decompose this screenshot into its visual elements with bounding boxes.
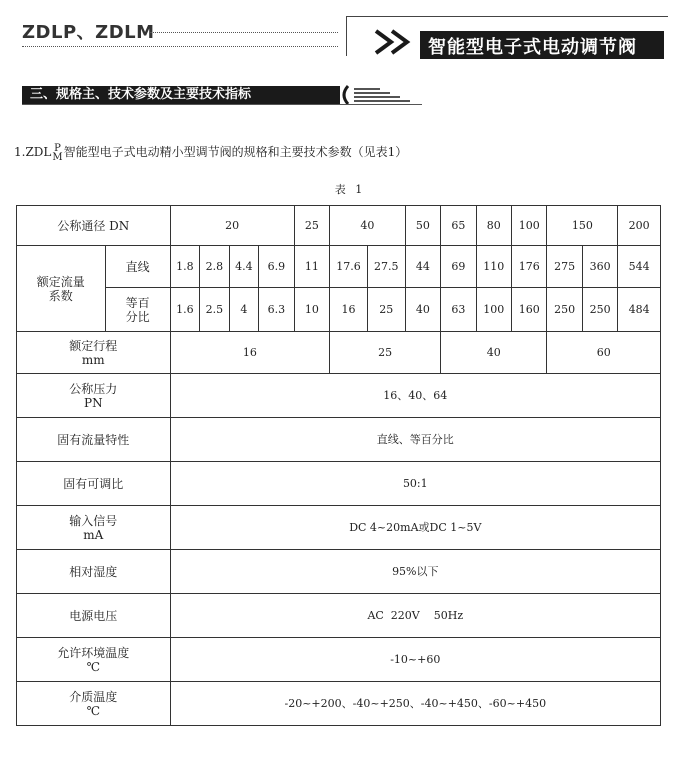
pressure-label-line1: 公称压力 <box>69 381 118 396</box>
equal-pct-cell: 2.5 <box>200 288 230 332</box>
dn-cell: 100 <box>512 206 547 246</box>
table-row <box>17 506 661 550</box>
pressure-label-line2: PN <box>84 395 103 410</box>
ambient-label-line1: 允许环境温度 <box>57 645 130 660</box>
power-value: AC 220V 50Hz <box>170 594 660 638</box>
linear-cell: 544 <box>618 246 661 288</box>
equal-pct-cell: 40 <box>405 288 440 332</box>
dn-label: 公称通径 DN <box>17 206 171 246</box>
double-chevron-icon <box>372 28 420 56</box>
linear-cell: 44 <box>405 246 440 288</box>
medium-label <box>17 682 171 726</box>
flow-coef-line1: 额定流量 <box>36 274 85 289</box>
intro-text <box>14 143 407 162</box>
stroke-label-line1: 额定行程 <box>69 338 118 353</box>
subscript-bottom: M <box>52 151 63 163</box>
table-caption: 表 1 <box>334 183 366 196</box>
equal-pct-cell: 10 <box>294 288 329 332</box>
stroke-cell: 25 <box>330 332 441 374</box>
ambient-label-line2: ℃ <box>86 659 101 674</box>
stroke-label-line2: mm <box>81 352 105 367</box>
equal-pct-cell: 63 <box>441 288 476 332</box>
table-row <box>17 594 661 638</box>
spec-table <box>16 205 661 726</box>
input-value: DC 4~20mA或DC 1~5V <box>170 506 660 550</box>
equal-pct-line1: 等百 <box>125 295 150 310</box>
flow-coef-line2: 系数 <box>48 288 73 303</box>
model-heading: ZDLP、ZDLM <box>22 22 155 43</box>
equal-pct-cell: 250 <box>582 288 617 332</box>
dn-cell: 20 <box>170 206 294 246</box>
input-label <box>17 506 171 550</box>
linear-cell: 27.5 <box>367 246 405 288</box>
stroke-cell: 40 <box>441 332 547 374</box>
flow-coef-label <box>17 246 106 332</box>
dn-cell: 150 <box>547 206 618 246</box>
pressure-value: 16、40、64 <box>170 374 660 418</box>
medium-label-line2: ℃ <box>86 703 101 718</box>
stroke-cell: 16 <box>170 332 329 374</box>
table-row <box>17 288 661 332</box>
pressure-label <box>17 374 171 418</box>
flow-char-label: 固有流量特性 <box>17 418 171 462</box>
linear-cell: 1.8 <box>170 246 200 288</box>
linear-label: 直线 <box>105 246 170 288</box>
table-row <box>17 332 661 374</box>
page-title: 智能型电子式电动调节阀 <box>428 37 637 58</box>
linear-cell: 2.8 <box>200 246 230 288</box>
table-row <box>17 246 661 288</box>
linear-cell: 110 <box>476 246 511 288</box>
equal-pct-cell: 25 <box>367 288 405 332</box>
equal-pct-cell: 250 <box>547 288 582 332</box>
intro-body: 智能型电子式电动精小型调节阀的规格和主要技术参数（见表1） <box>63 145 408 159</box>
equal-pct-cell: 16 <box>330 288 368 332</box>
section-decoration-icon <box>340 84 422 106</box>
equal-pct-line2: 分比 <box>125 309 150 324</box>
table-row <box>17 418 661 462</box>
dn-cell: 80 <box>476 206 511 246</box>
medium-value: -20~+200、-40~+250、-40~+450、-60~+450 <box>170 682 660 726</box>
input-label-line2: mA <box>83 527 104 542</box>
ambient-label <box>17 638 171 682</box>
linear-cell: 11 <box>294 246 329 288</box>
table-row <box>17 462 661 506</box>
dn-cell: 50 <box>405 206 440 246</box>
stroke-label <box>17 332 171 374</box>
humidity-label: 相对湿度 <box>17 550 171 594</box>
equal-pct-cell: 100 <box>476 288 511 332</box>
input-label-line1: 输入信号 <box>69 513 118 528</box>
equal-pct-cell: 4 <box>229 288 259 332</box>
power-label: 电源电压 <box>17 594 171 638</box>
range-label: 固有可调比 <box>17 462 171 506</box>
equal-pct-cell: 1.6 <box>170 288 200 332</box>
dn-cell: 25 <box>294 206 329 246</box>
model-underline <box>22 46 338 47</box>
linear-cell: 6.9 <box>259 246 294 288</box>
section-title: 三、规格主、技术参数及主要技术指标 <box>30 87 252 102</box>
dn-cell: 200 <box>618 206 661 246</box>
linear-cell: 176 <box>512 246 547 288</box>
linear-cell: 17.6 <box>330 246 368 288</box>
ambient-value: -10~+60 <box>170 638 660 682</box>
equal-pct-cell: 160 <box>512 288 547 332</box>
table-row <box>17 374 661 418</box>
subscript-top: P <box>54 142 61 154</box>
table-row <box>17 682 661 726</box>
linear-cell: 4.4 <box>229 246 259 288</box>
table-row <box>17 638 661 682</box>
intro-prefix: 1.ZDL <box>14 145 52 159</box>
equal-pct-cell: 484 <box>618 288 661 332</box>
linear-cell: 360 <box>582 246 617 288</box>
equal-pct-cell: 6.3 <box>259 288 294 332</box>
equal-pct-label <box>105 288 170 332</box>
humidity-value: 95%以下 <box>170 550 660 594</box>
range-value: 50:1 <box>170 462 660 506</box>
dn-cell: 65 <box>441 206 476 246</box>
linear-cell: 275 <box>547 246 582 288</box>
stroke-cell: 60 <box>547 332 661 374</box>
dn-cell: 40 <box>330 206 406 246</box>
table-row <box>17 550 661 594</box>
model-dotted-rule <box>150 32 338 33</box>
flow-char-value: 直线、等百分比 <box>170 418 660 462</box>
header-corner-line <box>346 16 347 56</box>
section-rule <box>22 104 422 105</box>
model-subscript <box>52 144 62 162</box>
table-row <box>17 206 661 246</box>
linear-cell: 69 <box>441 246 476 288</box>
header-top-line <box>346 16 668 17</box>
medium-label-line1: 介质温度 <box>69 689 118 704</box>
